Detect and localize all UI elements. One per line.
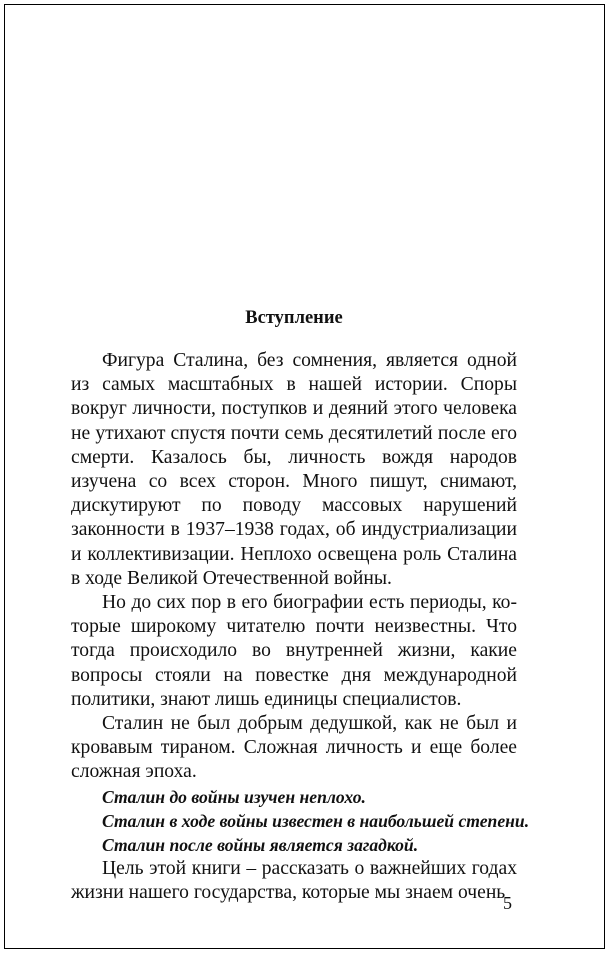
emphasis-line-2: Сталин в ходе войны известен в наибольшей степени. — [102, 810, 530, 831]
paragraph-2: Но до сих пор в его биографии есть периоды, которые широкому читателю почти неизвестны. Что тогда происходило во внутренней жизни, какие вопросы стояли на повестке дня международной политики, знают лишь единицы специалистов. — [71, 592, 517, 710]
paragraph-1: Фигура Сталина, без сомнения, является одной из самых масштабных в нашей истории. Споры вокруг личности, поступков и деяний этого человека не утихают спустя почти семь десятилетий после его смерти. Казалось бы, личность вождя народов изучена со всех сторон. Много пишут, снимают, дискутируют по поводу массовых нарушений законности в 1937–1938 годах, об индустриализации и коллективизации. Неплохо освещена роль Сталина в ходе Великой Отечественной войны. — [71, 350, 517, 589]
emphasis-line-1: Сталин до войны изучен неплохо. — [102, 786, 366, 807]
page-text — [71, 308, 530, 906]
paragraph-3: Сталин не был добрым дедушкой, как не был и кровавым тираном. Сложная личность и еще более сложная эпоха. — [71, 713, 517, 783]
page-number: 5 — [503, 893, 512, 913]
paragraph-closing: Цель этой книги – рассказать о важнейших годах жизни нашего государства, которые мы знаем очень — [71, 858, 517, 904]
chapter-heading: Вступление — [245, 308, 343, 328]
book-page — [4, 4, 605, 949]
emphasis-line-3: Сталин после войны является загадкой. — [102, 835, 419, 856]
